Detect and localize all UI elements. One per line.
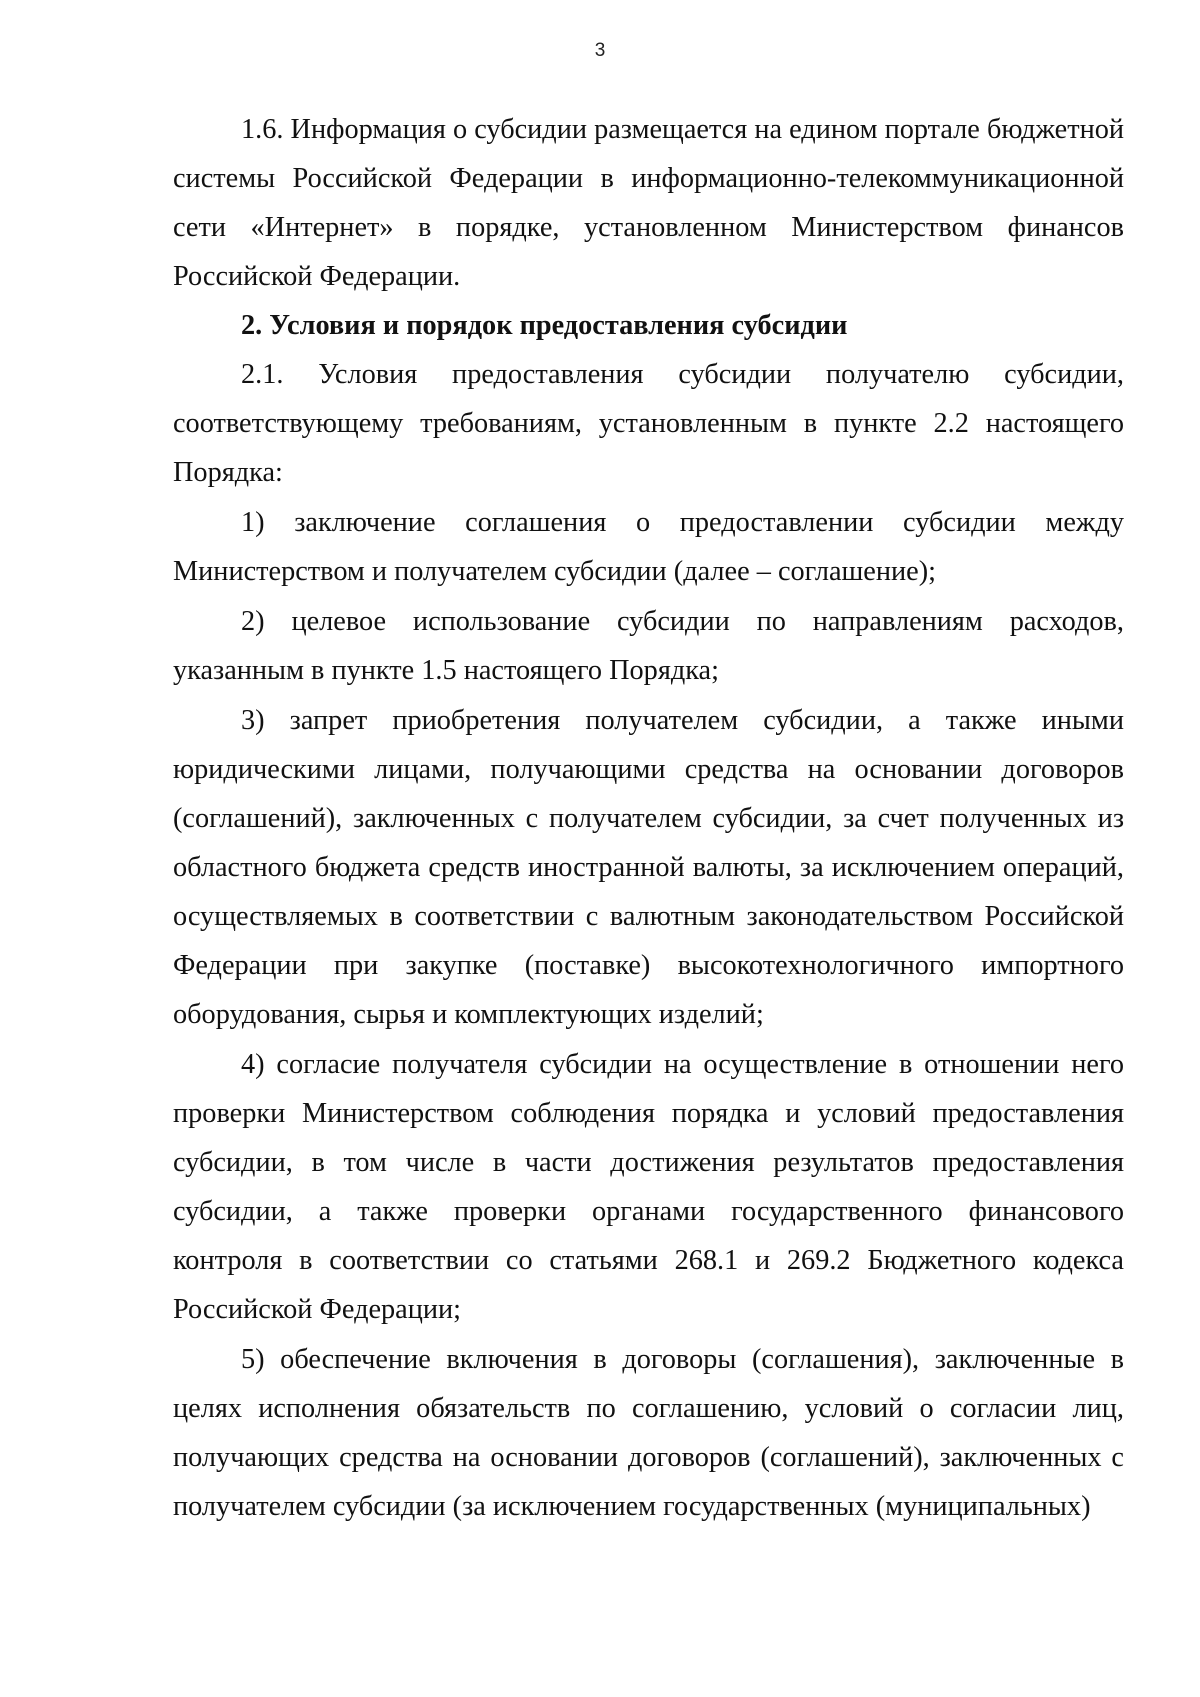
paragraph-2-1: 2.1. Условия предоставления субсидии получателю субсидии, соответствующему требованиям, установленным в пункте 2.2 настоящего Порядка: [173,359,1124,488]
list-item-2: 2) целевое использование субсидии по направлениям расходов, указанным в пункте 1.5 настоящего Порядка; [173,606,1124,686]
list-item-4: 4) согласие получателя субсидии на осуществление в отношении него проверки Министерством соблюдения порядка и условий предоставления субсидии, в том числе в части достижения результатов предоставления субсидии, а также проверки органами государственного финансового контроля в соответствии со статьями 268.1 и 269.2 Бюджетного кодекса Российской Федерации; [173,1049,1124,1325]
section-heading: 2. Условия и порядок предоставления субсидии [241,310,848,341]
document-body [173,105,1124,1531]
list-item-5: 5) обеспечение включения в договоры (соглашения), заключенные в целях исполнения обязательств по соглашению, условий о согласии лиц, получающих средства на основании договоров (соглашений), заключенных с получателем субсидии (за исключением государственных (муниципальных) [173,1344,1124,1522]
list-item-3: 3) запрет приобретения получателем субсидии, а также иными юридическими лицами, получающими средства на основании договоров (соглашений), заключенных с получателем субсидии, за счет полученных из областного бюджета средств иностранной валюты, за исключением операций, осуществляемых в соответствии с валютным законодательством Российской Федерации при закупке (поставке) высокотехнологичного импортного оборудования, сырья и комплектующих изделий; [173,705,1124,1030]
paragraph-1-6: 1.6. Информация о субсидии размещается на едином портале бюджетной системы Российской Федерации в информационно-телекоммуникационной сети «Интернет» в порядке, установленном Министерством финансов Российской Федерации. [173,114,1124,292]
list-item-1: 1) заключение соглашения о предоставлении субсидии между Министерством и получателем субсидии (далее – соглашение); [173,507,1124,587]
page-number: 3 [594,40,606,61]
